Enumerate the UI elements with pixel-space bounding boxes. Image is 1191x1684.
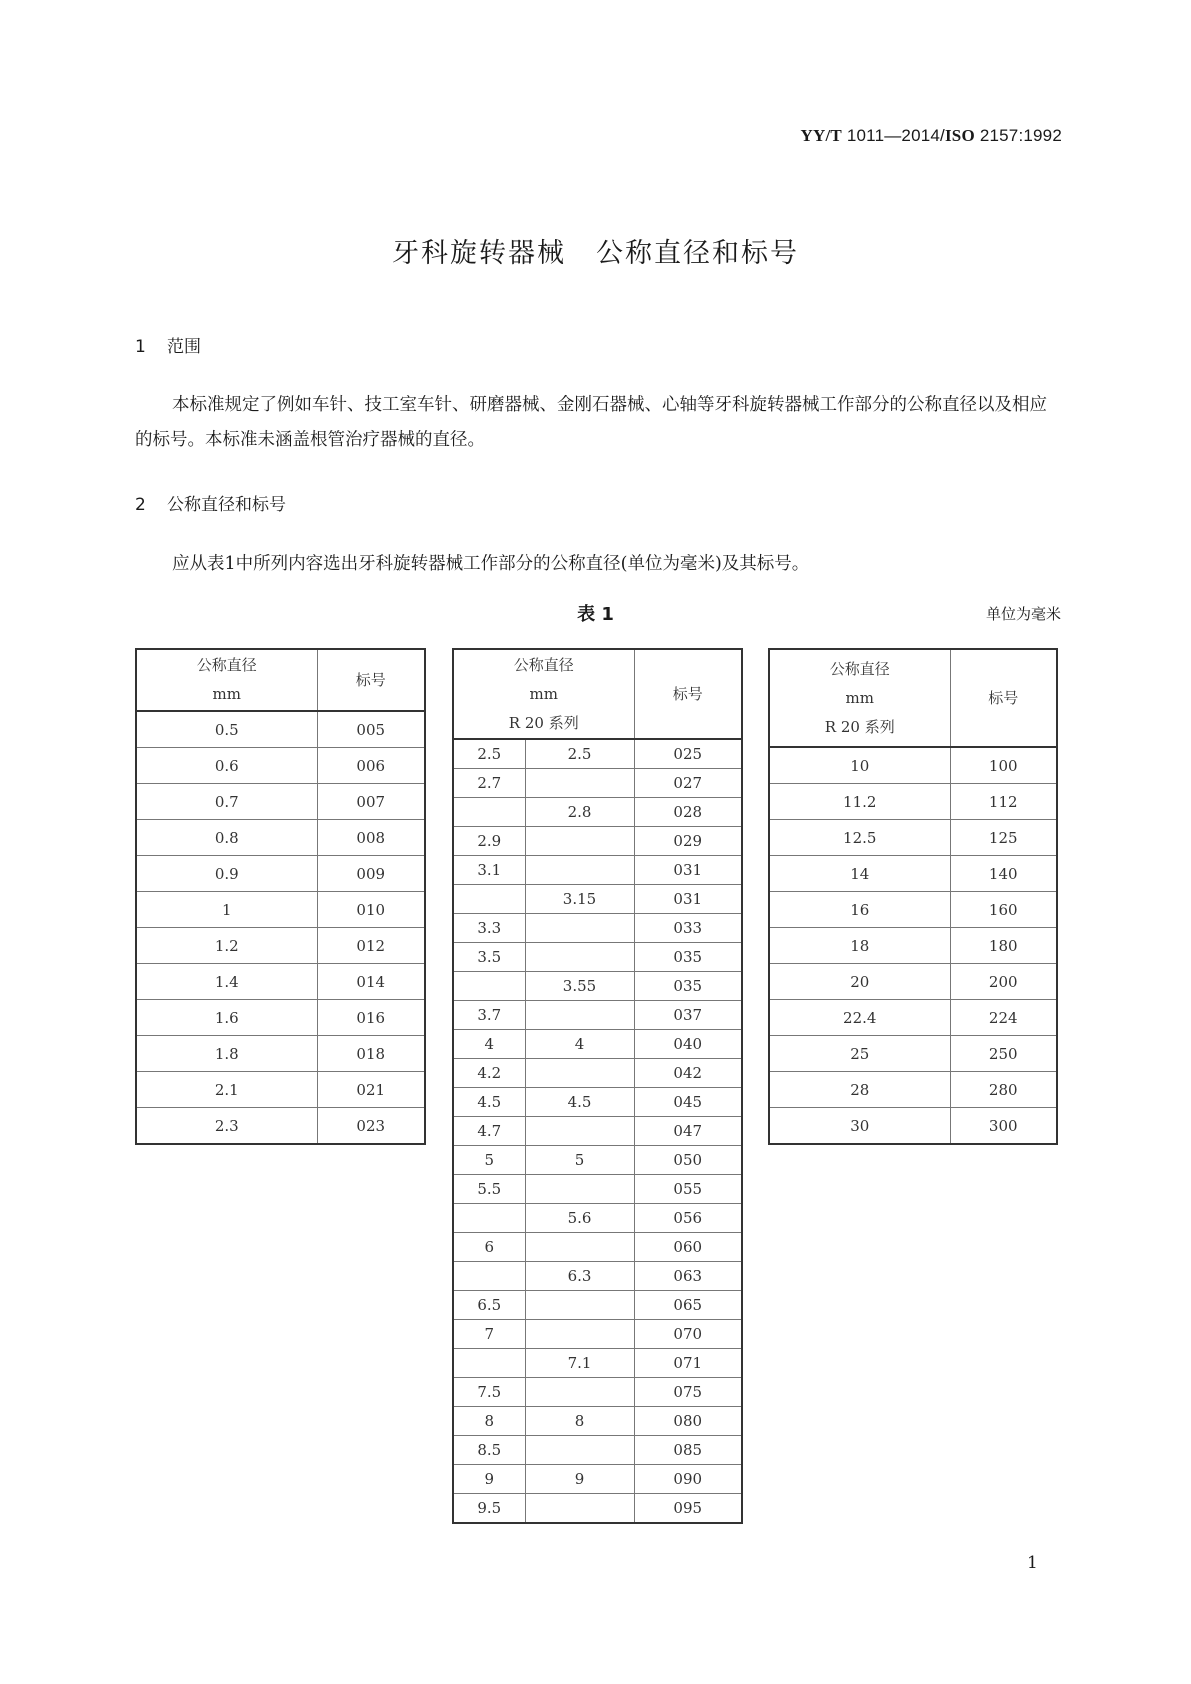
unit-note: 单位为毫米 [985, 605, 1061, 623]
table-cell: 3.15 [525, 885, 634, 914]
table-cell: 6.3 [525, 1262, 634, 1291]
table-row [136, 1000, 425, 1036]
table-cell: 1 [136, 892, 317, 928]
table-row [136, 748, 425, 784]
section-number: 2 [135, 495, 146, 515]
table-cell: 0.6 [136, 748, 317, 784]
table-cell [525, 1291, 634, 1320]
table-cell: 035 [634, 943, 742, 972]
table-row [136, 711, 425, 748]
table-cell: 2.3 [136, 1108, 317, 1145]
table-cell: 0.8 [136, 820, 317, 856]
section-number: 1 [135, 337, 146, 357]
table-cell: 14 [769, 856, 950, 892]
table-row [136, 856, 425, 892]
table-cell: 045 [634, 1088, 742, 1117]
title-part1: 牙科旋转器械 [392, 238, 566, 269]
table-cell: 300 [950, 1108, 1057, 1145]
table-cell: 031 [634, 856, 742, 885]
table-cell [525, 827, 634, 856]
table-cell: 180 [950, 928, 1057, 964]
table-cell: 080 [634, 1407, 742, 1436]
table-cell: 5.6 [525, 1204, 634, 1233]
table-cell: 200 [950, 964, 1057, 1000]
table-cell: 063 [634, 1262, 742, 1291]
table-cell: 4 [525, 1030, 634, 1059]
section-2-heading [135, 490, 286, 515]
table-cell: 10 [769, 747, 950, 784]
table-row [453, 1233, 742, 1262]
table-cell: 5 [453, 1146, 525, 1175]
table-cell: 070 [634, 1320, 742, 1349]
table-row [453, 1291, 742, 1320]
table-cell: 8 [525, 1407, 634, 1436]
table-row [453, 1320, 742, 1349]
table-cell [453, 798, 525, 827]
table-row [453, 972, 742, 1001]
table-row [136, 964, 425, 1000]
page-title [0, 231, 1191, 270]
table-cell: 021 [317, 1072, 425, 1108]
table-cell: 100 [950, 747, 1057, 784]
table-row [453, 1378, 742, 1407]
table-row [453, 1262, 742, 1291]
header-diameter: 公称直径 mm R 20 系列 [769, 649, 950, 747]
table-caption: 表 1 [577, 604, 614, 625]
standard-number: 1011—2014/ [846, 126, 945, 145]
table-cell: 4 [453, 1030, 525, 1059]
table-row [453, 943, 742, 972]
table-cell: 1.4 [136, 964, 317, 1000]
table-cell [453, 1262, 525, 1291]
table-cell [525, 1378, 634, 1407]
table-cell: 224 [950, 1000, 1057, 1036]
header-code: 标号 [634, 649, 742, 739]
table-cell: 4.7 [453, 1117, 525, 1146]
table-row [453, 1117, 742, 1146]
table-row [136, 820, 425, 856]
table-cell: 125 [950, 820, 1057, 856]
table-cell: 031 [634, 885, 742, 914]
table-cell: 009 [317, 856, 425, 892]
table-cell: 8.5 [453, 1436, 525, 1465]
section-2-text: 应从表1中所列内容选出牙科旋转器械工作部分的公称直径(单位为毫米)及其标号。 [172, 554, 810, 574]
section-title: 范围 [167, 337, 201, 357]
table-cell [525, 1436, 634, 1465]
table-row [453, 1001, 742, 1030]
table-cell: 2.8 [525, 798, 634, 827]
table-cell: 006 [317, 748, 425, 784]
table-cell: 28 [769, 1072, 950, 1108]
table-cell: 0.5 [136, 711, 317, 748]
table-cell: 2.1 [136, 1072, 317, 1108]
table-cell: 160 [950, 892, 1057, 928]
table-row [453, 1146, 742, 1175]
table-cell: 0.7 [136, 784, 317, 820]
table-cell: 010 [317, 892, 425, 928]
standard-code [801, 126, 1062, 146]
diameter-table-1 [135, 648, 426, 1145]
table-cell [453, 1349, 525, 1378]
table-cell: 4.2 [453, 1059, 525, 1088]
table-cell: 047 [634, 1117, 742, 1146]
table-row [136, 928, 425, 964]
standard-prefix: YY/T [800, 126, 842, 145]
table-cell: 060 [634, 1233, 742, 1262]
table-cell [525, 1175, 634, 1204]
section-title: 公称直径和标号 [167, 495, 286, 515]
table-row [136, 784, 425, 820]
table-cell [525, 769, 634, 798]
table-cell: 12.5 [769, 820, 950, 856]
table-cell: 042 [634, 1059, 742, 1088]
table-cell: 3.3 [453, 914, 525, 943]
table-row [769, 928, 1057, 964]
table-cell: 008 [317, 820, 425, 856]
table-cell [453, 885, 525, 914]
title-part2: 公称直径和标号 [596, 238, 799, 269]
table-cell: 9 [525, 1465, 634, 1494]
table-cell [453, 972, 525, 1001]
table-cell: 6.5 [453, 1291, 525, 1320]
table-row [769, 784, 1057, 820]
table-row [769, 964, 1057, 1000]
table-cell: 30 [769, 1108, 950, 1145]
section-1-heading [135, 332, 201, 357]
table-cell: 028 [634, 798, 742, 827]
table-row [453, 827, 742, 856]
table-row [453, 885, 742, 914]
table-cell: 050 [634, 1146, 742, 1175]
header-diameter: 公称直径 mm R 20 系列 [453, 649, 634, 739]
iso-prefix: ISO [944, 126, 975, 145]
table-cell: 035 [634, 972, 742, 1001]
table-cell: 9.5 [453, 1494, 525, 1524]
table-row [453, 1436, 742, 1465]
table-cell: 18 [769, 928, 950, 964]
table-cell: 25 [769, 1036, 950, 1072]
table-cell: 090 [634, 1465, 742, 1494]
table-row [136, 892, 425, 928]
table-cell: 16 [769, 892, 950, 928]
table-row [136, 1036, 425, 1072]
table-cell: 6 [453, 1233, 525, 1262]
table-cell: 9 [453, 1465, 525, 1494]
table-cell: 11.2 [769, 784, 950, 820]
table-cell: 3.55 [525, 972, 634, 1001]
table-cell: 1.8 [136, 1036, 317, 1072]
table-cell: 095 [634, 1494, 742, 1524]
table-cell: 112 [950, 784, 1057, 820]
table-cell: 7 [453, 1320, 525, 1349]
table-cell [525, 1059, 634, 1088]
table-row [136, 1072, 425, 1108]
table-row [453, 1059, 742, 1088]
table-cell: 8 [453, 1407, 525, 1436]
table-cell: 029 [634, 827, 742, 856]
table-row [136, 1108, 425, 1145]
table-cell: 22.4 [769, 1000, 950, 1036]
table-row [769, 1108, 1057, 1145]
table-row [453, 1030, 742, 1059]
table-row [453, 914, 742, 943]
table-row [769, 747, 1057, 784]
table-cell: 023 [317, 1108, 425, 1145]
table-cell: 033 [634, 914, 742, 943]
table-cell: 2.5 [525, 739, 634, 769]
table-cell: 012 [317, 928, 425, 964]
table-row [453, 1494, 742, 1524]
table-cell: 007 [317, 784, 425, 820]
header-diameter: 公称直径 mm [136, 649, 317, 711]
table-row [453, 1175, 742, 1204]
table-cell: 056 [634, 1204, 742, 1233]
diameter-table-2 [452, 648, 743, 1524]
table-cell: 4.5 [525, 1088, 634, 1117]
table-row [453, 1088, 742, 1117]
page-number: 1 [1027, 1553, 1038, 1573]
table-row [769, 1000, 1057, 1036]
table-cell: 3.1 [453, 856, 525, 885]
table-cell: 20 [769, 964, 950, 1000]
table-row [453, 1465, 742, 1494]
table-cell [525, 1233, 634, 1262]
table-cell: 075 [634, 1378, 742, 1407]
table-cell: 055 [634, 1175, 742, 1204]
table-cell: 027 [634, 769, 742, 798]
table-cell [525, 914, 634, 943]
table-cell: 7.5 [453, 1378, 525, 1407]
table-cell [525, 943, 634, 972]
table-cell: 025 [634, 739, 742, 769]
table-cell: 2.7 [453, 769, 525, 798]
table-cell: 0.9 [136, 856, 317, 892]
header-code: 标号 [950, 649, 1057, 747]
table-cell: 040 [634, 1030, 742, 1059]
table-cell: 3.5 [453, 943, 525, 972]
table-cell: 5 [525, 1146, 634, 1175]
table-cell [525, 1494, 634, 1524]
table-row [769, 1036, 1057, 1072]
table-cell: 018 [317, 1036, 425, 1072]
table-cell: 1.6 [136, 1000, 317, 1036]
table-cell: 065 [634, 1291, 742, 1320]
iso-number: 2157:1992 [979, 126, 1062, 145]
table-cell [525, 1117, 634, 1146]
table-cell [453, 1204, 525, 1233]
table-row [453, 1204, 742, 1233]
table-cell: 7.1 [525, 1349, 634, 1378]
diameter-table-3 [768, 648, 1058, 1145]
table-cell [525, 1001, 634, 1030]
table-row [453, 856, 742, 885]
table-row [769, 856, 1057, 892]
table-row [453, 1407, 742, 1436]
table-cell: 3.7 [453, 1001, 525, 1030]
table-cell: 085 [634, 1436, 742, 1465]
table-cell: 2.9 [453, 827, 525, 856]
table-row [769, 1072, 1057, 1108]
table-cell [525, 856, 634, 885]
table-cell: 1.2 [136, 928, 317, 964]
table-cell: 140 [950, 856, 1057, 892]
table-row [453, 739, 742, 769]
table-cell: 2.5 [453, 739, 525, 769]
table-cell: 037 [634, 1001, 742, 1030]
section-1-text: 本标准规定了例如车针、技工室车针、研磨器械、金刚石器械、心轴等牙科旋转器械工作部分的公称直径以及相应的标号。本标准未涵盖根管治疗器械的直径。 [135, 395, 1047, 450]
table-cell: 280 [950, 1072, 1057, 1108]
table-cell: 014 [317, 964, 425, 1000]
table-cell: 016 [317, 1000, 425, 1036]
table-cell: 5.5 [453, 1175, 525, 1204]
table-row [453, 798, 742, 827]
table-cell: 250 [950, 1036, 1057, 1072]
table-cell: 071 [634, 1349, 742, 1378]
table-row [453, 1349, 742, 1378]
table-row [769, 820, 1057, 856]
table-cell: 005 [317, 711, 425, 748]
table-cell: 4.5 [453, 1088, 525, 1117]
table-cell [525, 1320, 634, 1349]
header-code: 标号 [317, 649, 425, 711]
table-row [453, 769, 742, 798]
table-row [769, 892, 1057, 928]
